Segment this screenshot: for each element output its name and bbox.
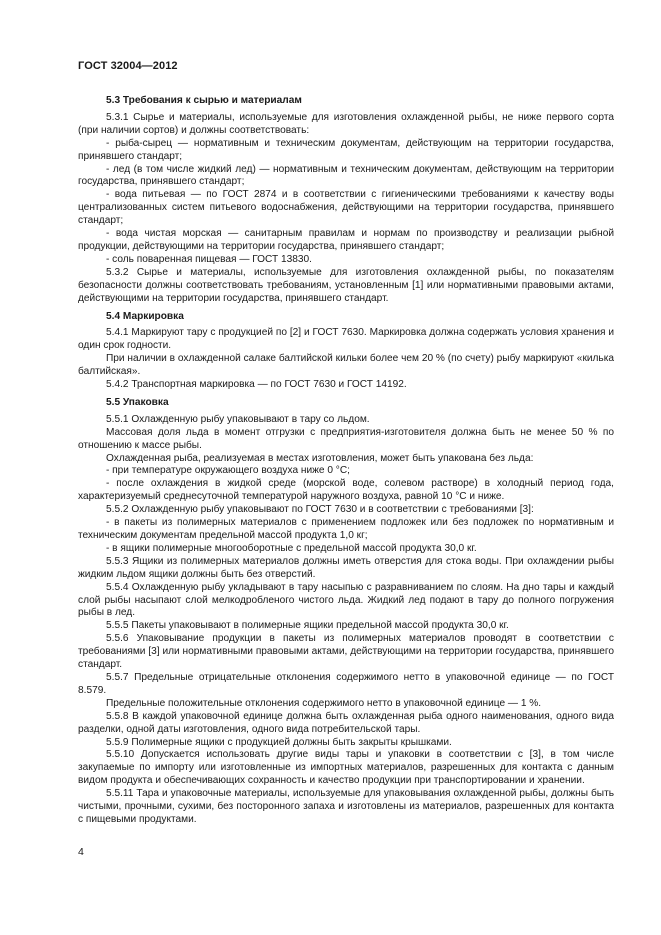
paragraph: 5.3.2 Сырье и материалы, используемые для изготовления охлажденной рыбы, по показателям безопасности должны соответствовать требованиям, установленным [1] или нормативными правовыми актами, действующими на территории государства, принявшего стандарт. (78, 266, 614, 304)
standard-header: ГОСТ 32004—2012 (78, 60, 178, 72)
paragraph: 5.4.1 Маркируют тару с продукцией по [2] и ГОСТ 7630. Маркировка должна содержать условия хранения и один срок годности. (78, 327, 614, 352)
section-heading: 5.3 Требования к сырью и материалам (106, 95, 302, 106)
list-item: - после охлаждения в жидкой среде (морской воде, солевом растворе) в холодный период года, характеризуемый среднесуточной температурой наружного воздуха, равной 10 °С и ниже. (78, 478, 614, 503)
paragraph: 5.5.9 Полимерные ящики с продукцией должны быть закрыты крышками. (106, 736, 452, 748)
paragraph: 5.5.10 Допускается использовать другие виды тары и упаковки в соответствии с [3], в том числе закупаемые по импорту или изготовленные из импортных материалов, разрешенных для контакта с данным видом продукта и обеспечивающих сохранность и качество продукции при транспортировании и хранении. (78, 749, 614, 787)
list-item: - в ящики полимерные многооборотные с предельной массой продукта 30,0 кг. (106, 542, 477, 554)
paragraph: 5.5.5 Пакеты упаковывают в полимерные ящики предельной массой продукта 30,0 кг. (106, 620, 509, 632)
paragraph: Предельные положительные отклонения содержимого нетто в упаковочной единице — 1 %. (106, 697, 542, 709)
paragraph: 5.5.8 В каждой упаковочной единице должна быть охлажденная рыба одного наименования, одного вида разделки, одной даты изготовления, одного вида потребительской тары. (78, 710, 614, 735)
paragraph: 5.5.3 Ящики из полимерных материалов должны иметь отверстия для стока воды. При охлаждении рыбы жидким льдом ящики должны быть без отверстий. (78, 555, 614, 580)
paragraph: Охлажденная рыба, реализуемая в местах изготовления, может быть упакована без льда: (106, 452, 534, 464)
list-item: - вода чистая морская — санитарным правилам и нормам по производству и реализации рыбной продукции, действующими на территории государства, принявшего стандарт; (78, 228, 614, 252)
paragraph: 5.5.4 Охлажденную рыбу укладывают в тару насыпью с разравниванием по слоям. На дно тары и каждый слой рыбы насыпают слой мелкодробленого чистого льда. Жидкий лед подают в тару до полного погружения рыбы в лед. (78, 581, 614, 619)
document-body (78, 95, 614, 827)
list-item: - при температуре окружающего воздуха ниже 0 °С; (106, 465, 350, 477)
paragraph: Массовая доля льда в момент отгрузки с предприятия-изготовителя должна быть не менее 50 % по отношению к массе рыбы. (78, 426, 614, 451)
paragraph: 5.3.1 Сырье и материалы, используемые для изготовления охлажденной рыбы, не ниже первого сорта (при наличии сортов) и должны соответствовать: (78, 111, 614, 136)
list-item: - вода питьевая — по ГОСТ 2874 и в соответствии с гигиеническими требованиями к качеству воды централизованных систем питьевого водоснабжения, действующими на территории государства, принявшего стандарт; (78, 189, 614, 227)
paragraph: 5.5.2 Охлажденную рыбу упаковывают по ГОСТ 7630 и в соответствии с требованиями [3]: (106, 504, 534, 516)
paragraph: 5.5.11 Тара и упаковочные материалы, используемые для упаковывания охлажденной рыбы, должны быть чистыми, прочными, сухими, без посторонного запаха и изготовлены из материалов, разрешенных для контакта с пищевыми продуктами. (78, 788, 614, 825)
section-heading: 5.4 Маркировка (106, 310, 184, 322)
list-item: - в пакеты из полимерных материалов с применением подложек или без подложек по нормативным и техническим документам предельной массой продукта 1,0 кг; (78, 517, 614, 541)
paragraph: 5.4.2 Транспортная маркировка — по ГОСТ 7630 и ГОСТ 14192. (106, 379, 407, 391)
page-number: 4 (78, 846, 84, 858)
list-item: - соль поваренная пищевая — ГОСТ 13830. (106, 253, 312, 265)
paragraph: При наличии в охлажденной салаке балтийской кильки более чем 20 % (по счету) рыбу маркируют «килька балтийская». (78, 353, 614, 378)
list-item: - лед (в том числе жидкий лед) — нормативным и техническим документам, действующим на территории государства, принявшего стандарт; (78, 163, 614, 188)
paragraph: 5.5.7 Предельные отрицательные отклонения содержимого нетто в упаковочной единице — по ГОСТ 8.579. (78, 671, 614, 696)
paragraph: 5.5.1 Охлажденную рыбу упаковывают в тару со льдом. (106, 413, 370, 425)
paragraph: 5.5.6 Упаковывание продукции в пакеты из полимерных материалов проводят в соответствии с требованиями [3] или нормативными правовыми актами, действующими на территории государства, принявшего стандарт. (78, 633, 614, 671)
list-item: - рыба-сырец — нормативным и техническим документам, действующим на территории государства, принявшего стандарт; (78, 137, 614, 162)
section-heading: 5.5 Упаковка (106, 396, 169, 408)
